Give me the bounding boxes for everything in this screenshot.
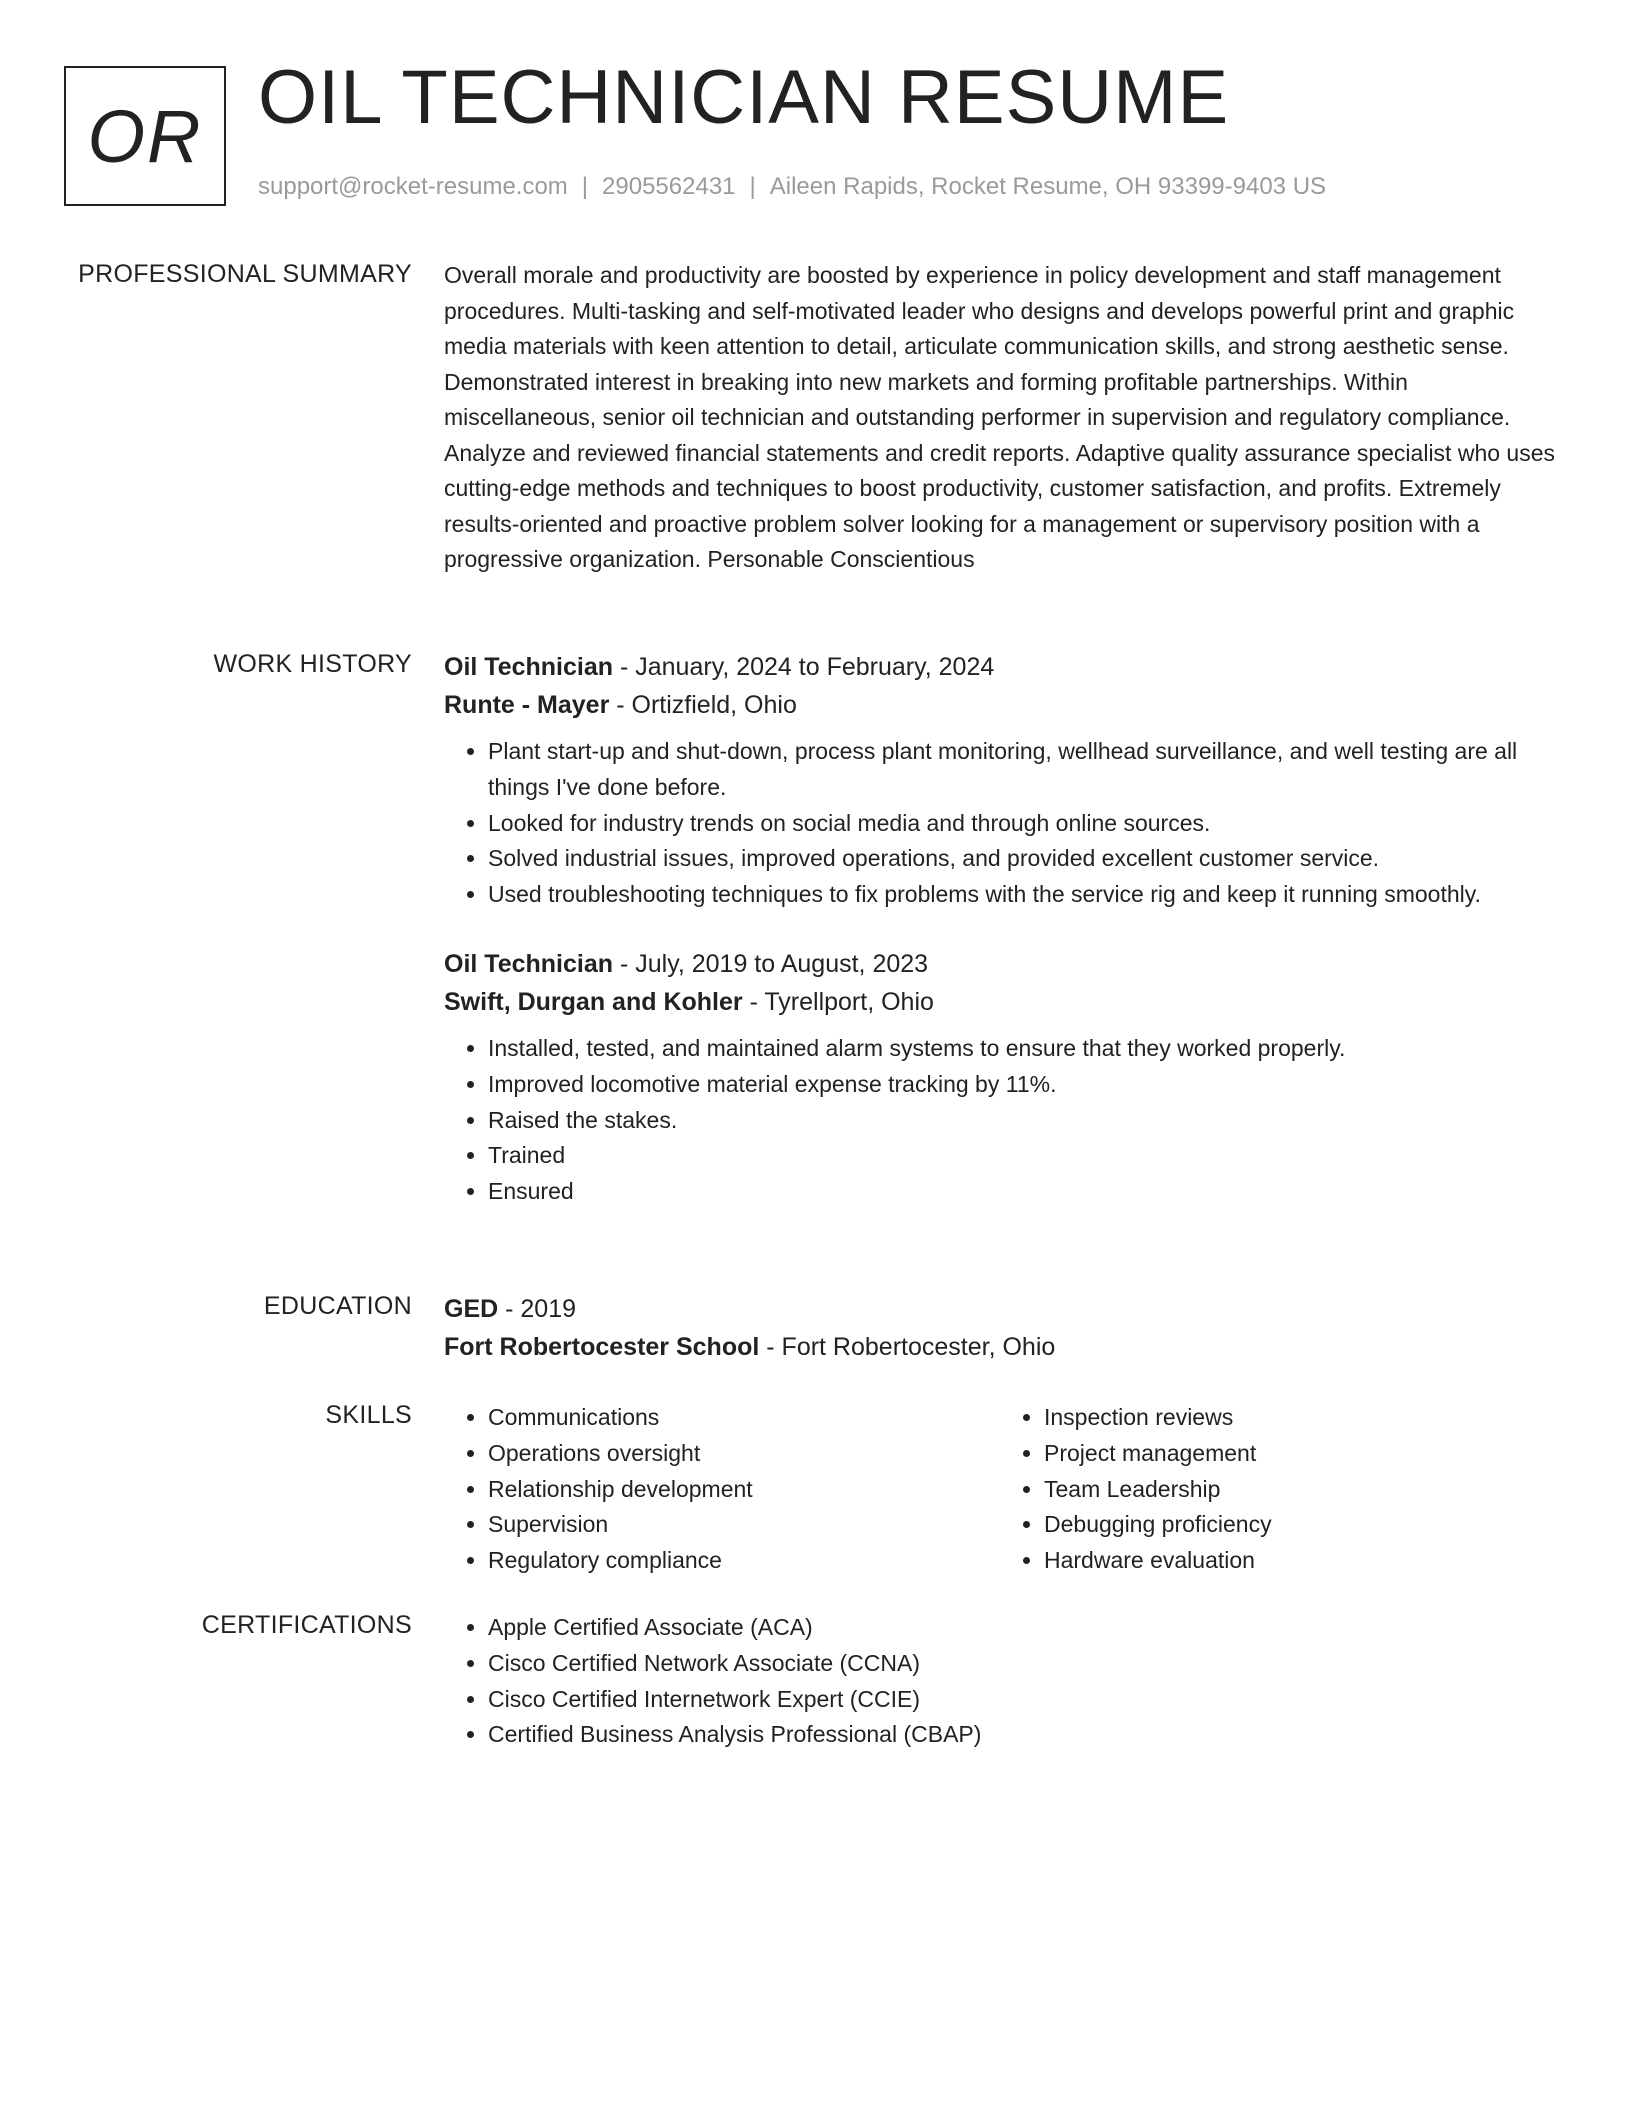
certifications-body <box>444 1610 1556 1753</box>
list-item: • Relationship development <box>488 1472 1000 1508</box>
skills-list-right <box>1000 1400 1556 1579</box>
monogram-box <box>64 66 226 206</box>
education-school-line <box>444 1328 1556 1366</box>
job-title: Oil Technician <box>444 653 614 681</box>
list-item: • Regulatory compliance <box>488 1543 1000 1579</box>
job-dates: - January, 2024 to February, 2024 <box>613 653 995 681</box>
job-title-line <box>444 945 1556 983</box>
list-item: • Project management <box>1044 1436 1556 1472</box>
education-year: - 2019 <box>498 1295 577 1323</box>
education-degree: GED <box>444 1295 499 1323</box>
job-title-line <box>444 648 1556 686</box>
list-item: • Communications <box>488 1400 1000 1436</box>
skills-list-left <box>444 1400 1000 1579</box>
job-bullets <box>444 1031 1556 1210</box>
education-location: - Fort Robertocester, Ohio <box>759 1333 1056 1361</box>
section-heading-education: EDUCATION <box>263 1292 412 1320</box>
contact-separator: | <box>749 173 756 200</box>
list-item: • Trained <box>488 1138 1556 1174</box>
section-heading-skills: SKILLS <box>325 1401 412 1429</box>
job-bullets <box>444 734 1556 913</box>
job-company: Runte - Mayer <box>444 691 610 719</box>
list-item: • Certified Business Analysis Professional (CBAP) <box>488 1717 1556 1753</box>
list-item: • Inspection reviews <box>1044 1400 1556 1436</box>
list-item: • Used troubleshooting techniques to fix problems with the service rig and keep it running smoothly. <box>488 877 1556 913</box>
list-item: • Cisco Certified Internetwork Expert (CCIE) <box>488 1682 1556 1718</box>
job-entry <box>444 945 1556 1210</box>
list-item: • Ensured <box>488 1174 1556 1210</box>
list-item: • Hardware evaluation <box>1044 1543 1556 1579</box>
list-item: • Apple Certified Associate (ACA) <box>488 1610 1556 1646</box>
list-item: • Improved locomotive material expense tracking by 11%. <box>488 1067 1556 1103</box>
contact-separator: | <box>581 173 589 200</box>
list-item: • Supervision <box>488 1507 1000 1543</box>
contact-phone[interactable]: 2905562431 <box>602 173 736 200</box>
job-dates: - July, 2019 to August, 2023 <box>613 949 929 978</box>
summary-body <box>444 258 1556 578</box>
summary-text: Overall morale and productivity are boosted by experience in policy development and staff management procedures. Multi-tasking and self-motivated leader who designs and develops powerful print and graphic media materials with keen attention to detail, articulate communication skills, and strong aesthetic sense. Demonstrated interest in breaking into new markets and forming profitable partnerships. Within miscellaneous, senior oil technician and outstanding performer in supervision and regulatory compliance. Analyze and reviewed financial statements and credit reports. Adaptive quality assurance specialist who uses cutting-edge methods and techniques to boost productivity, customer satisfaction, and profits. Extremely results-oriented and proactive problem solver looking for a management or supervisory position with a progressive organization. Personable Conscientious <box>444 262 1555 572</box>
section-heading-work: WORK HISTORY <box>213 650 412 678</box>
contact-line <box>258 173 1326 201</box>
certifications-list <box>444 1610 1556 1753</box>
section-heading-summary: PROFESSIONAL SUMMARY <box>78 260 412 288</box>
job-location: - Ortizfield, Ohio <box>609 691 797 719</box>
education-degree-line <box>444 1290 1556 1328</box>
section-heading-certifications: CERTIFICATIONS <box>201 1611 412 1639</box>
list-item: • Installed, tested, and maintained alarm systems to ensure that they worked properly. <box>488 1031 1556 1067</box>
list-item: • Raised the stakes. <box>488 1103 1556 1139</box>
page-title: OIL TECHNICIAN RESUME <box>258 55 1230 140</box>
contact-email[interactable]: support@rocket-resume.com <box>258 173 568 200</box>
list-item: • Operations oversight <box>488 1436 1000 1472</box>
list-item: • Team Leadership <box>1044 1472 1556 1508</box>
job-entry <box>444 648 1556 913</box>
job-title: Oil Technician <box>444 949 614 978</box>
monogram-initials: OR <box>87 94 203 178</box>
skills-body <box>444 1400 1556 1579</box>
education-school: Fort Robertocester School <box>444 1333 760 1361</box>
education-body <box>444 1290 1556 1366</box>
work-body <box>444 648 1556 1210</box>
list-item: • Cisco Certified Network Associate (CCNA) <box>488 1646 1556 1682</box>
job-company-line <box>444 686 1556 724</box>
list-item: • Debugging proficiency <box>1044 1507 1556 1543</box>
job-location: - Tyrellport, Ohio <box>742 987 934 1016</box>
job-company-line <box>444 983 1556 1021</box>
list-item: • Plant start-up and shut-down, process plant monitoring, wellhead surveillance, and well testing are all things I've done before. <box>488 734 1556 806</box>
contact-address: Aileen Rapids, Rocket Resume, OH 93399-9403 US <box>769 173 1327 200</box>
list-item: • Solved industrial issues, improved operations, and provided excellent customer service. <box>488 841 1556 877</box>
list-item: • Looked for industry trends on social media and through online sources. <box>488 806 1556 842</box>
job-company: Swift, Durgan and Kohler <box>444 987 743 1016</box>
